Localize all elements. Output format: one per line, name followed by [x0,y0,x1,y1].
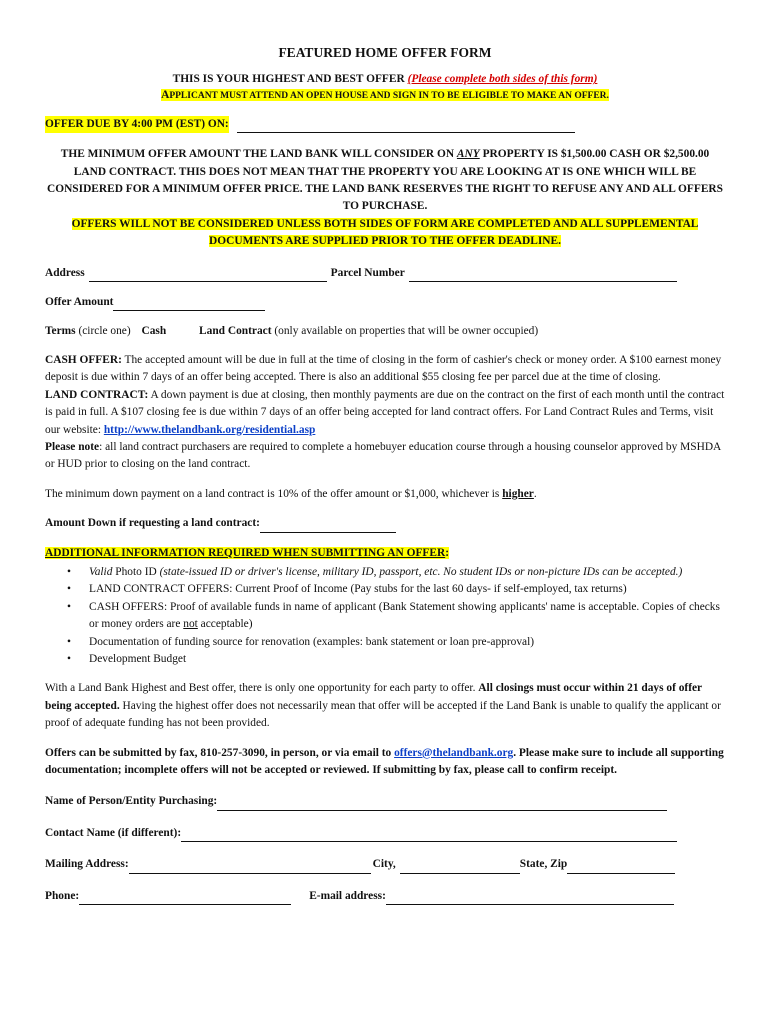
state-zip-field[interactable] [567,861,675,874]
city-label: City, [372,858,396,871]
land-contract-paragraph [45,387,725,439]
supplemental-warning [45,216,725,251]
address-label: Address [45,266,85,279]
valid-word: Valid [89,565,113,578]
email-label: E-mail address: [309,889,386,902]
offers-email-link[interactable]: offers@thelandbank.org [394,746,514,759]
additional-heading-text [45,547,449,559]
phone-field[interactable] [79,892,291,905]
terms-hint: (circle one) [78,325,131,338]
contact-name-field[interactable] [181,829,677,842]
offer-form-page [45,44,725,905]
open-house-requirement [45,87,725,104]
contact-name-row [45,825,725,842]
cash-proof-text-b: acceptable) [197,618,253,631]
purchaser-name-row [45,793,725,810]
offer-due-label: OFFER DUE BY 4:00 PM (EST) ON: [45,116,229,133]
additional-heading-colon: : [445,546,449,559]
list-item: • Development Budget [89,651,725,668]
email-field[interactable] [386,892,674,905]
address-field[interactable] [89,269,327,282]
list-item [89,564,725,581]
mailing-address-label: Mailing Address: [45,858,129,871]
parcel-label: Parcel Number [330,266,405,279]
highest-best-bold: All closings must occur within 21 days of offer being accepted. [45,682,702,712]
offer-due-field[interactable] [237,120,575,133]
contact-name-label: Contact Name (if different): [45,826,182,839]
warning-line-1: OFFERS WILL NOT BE CONSIDERED UNLESS BOTH SIDES OF FORM ARE COMPLETED AND ALL SUPPLEMENTAL [71,217,699,230]
additional-heading-label: ADDITIONAL INFORMATION REQUIRED WHEN SUBMITTING AN OFFER [45,546,446,559]
highest-best-paragraph [45,680,725,732]
land-contract-text: A down payment is due at closing, then monthly payments are due on the contract on the first of each month until the contract is paid in full. A $107 closing fee is due within 7 days of an offer being accepted for land contract offers. For Land Contract Rules and Terms, visit our website: [45,388,725,436]
terms-cash-option[interactable]: Cash [141,325,167,338]
cash-proof-text-a: CASH OFFERS: Proof of available funds in name of applicant (Bank Statement showing applicants' name is acceptable. Copies of checks or money orders are [89,600,720,631]
amount-down-row [45,515,725,532]
terms-row [45,323,725,340]
highest-best-text1: With a Land Bank Highest and Best offer, there is only one opportunity for each party to offer. [45,682,479,695]
form-subtitle [45,71,725,87]
terms-land-note: (only available on properties that will be owner occupied) [274,325,539,338]
terms-land-contract-option[interactable]: Land Contract [199,325,272,338]
minimum-any: ANY [456,148,480,161]
mailing-address-field[interactable] [129,861,371,874]
land-contract-label: LAND CONTRACT: [45,388,149,401]
requirements-list [45,564,725,668]
open-house-text: PPLICANT MUST ATTEND AN OPEN HOUSE AND SIGN IN TO BE ELIGIBLE TO MAKE AN OFFER. [169,91,609,102]
min-down-end: . [533,487,537,500]
list-item: • Documentation of funding source for renovation (examples: bank statement or loan pre-approval) [89,634,725,651]
city-field[interactable] [400,861,520,874]
open-house-first-letter: A [161,89,170,102]
submission-paragraph [45,745,725,780]
additional-info-heading [45,545,725,562]
amount-down-label: Amount Down if requesting a land contract: [45,517,260,530]
purchaser-name-field[interactable] [217,798,667,811]
highest-best-text2: Having the highest offer does not necessarily mean that offer will be accepted if the Land Bank is unable to qualify the applicant or proof of adequate funding has not been provided. [45,699,721,730]
offer-amount-row [45,294,725,311]
please-note-label: Please note [45,440,100,453]
photo-id-text: Photo ID [112,565,160,578]
cash-offer-label: CASH OFFER: [45,353,122,366]
cash-offer-text: The accepted amount will be due in full at the time of closing in the form of cashier's check or money order. A $100 earnest money deposit is due within 7 days of an offer being accepted. There is also an additional $55 closing fee per parcel due at the time of closing. [45,353,722,384]
open-house-highlight [161,89,609,101]
cash-proof-not: not [183,618,198,631]
state-zip-label: State, Zip [519,858,568,871]
please-note-paragraph [45,439,725,474]
list-item: • LAND CONTRACT OFFERS: Current Proof of Income (Pay stubs for the last 60 days- if self-employed, tax returns) [89,581,725,598]
address-row [45,265,725,282]
land-contract-link[interactable]: http://www.thelandbank.org/residential.asp [103,423,316,436]
offer-amount-label: Offer Amount [45,296,114,309]
minimum-part2: PROPERTY IS $1,500.00 CASH OR $2,500.00 LAND CONTRACT. THIS DOES NOT MEAN THAT THE PROPERTY YOU ARE LOOKING AT IS ONE WHICH WILL BE CONSIDERED FOR A MINIMUM OFFER PRICE. THE LAND BANK RESERVES THE RIGHT TO REFUSE ANY AND ALL OFFERS TO PURCHASE. [47,148,723,213]
cash-offer-paragraph [45,352,725,387]
form-title: FEATURED HOME OFFER FORM [278,45,492,60]
submission-text2: . Please make sure to include all supporting documentation; incomplete offers will not be accepted or reviewed. If submitting by fax, please call to confirm receipt. [45,746,724,776]
minimum-offer-notice [45,146,725,216]
list-item [89,599,725,634]
mailing-address-row [45,856,725,873]
minimum-part1: THE MINIMUM OFFER AMOUNT THE LAND BANK WILL CONSIDER ON [60,148,457,161]
phone-email-row [45,888,725,905]
terms-label: Terms [45,325,76,338]
submission-text1: Offers can be submitted by fax, 810-257-3090, in person, or via email to [45,746,395,759]
subtitle-note: (Please complete both sides of this form) [407,73,598,86]
please-note-text: : all land contract purchasers are required to complete a homebuyer education course through a housing counselor approved by MSHDA or HUD prior to closing on the land contract. [45,440,721,471]
photo-id-note: (state-issued ID or driver's license, military ID, passport, etc. No student IDs or non-picture IDs can be accepted.) [159,565,683,578]
offer-amount-field[interactable] [113,298,265,311]
parcel-number-field[interactable] [409,269,677,282]
amount-down-field[interactable] [260,520,396,533]
phone-label: Phone: [45,889,80,902]
warning-line-2: DOCUMENTS ARE SUPPLIED PRIOR TO THE OFFER DEADLINE. [209,235,561,248]
subtitle-main: THIS IS YOUR HIGHEST AND BEST OFFER [172,73,405,86]
min-down-text: The minimum down payment on a land contract is 10% of the offer amount or $1,000, whichever is [45,487,503,500]
min-down-emph: higher [502,487,534,500]
offer-due-row [45,116,725,133]
purchaser-name-label: Name of Person/Entity Purchasing: [45,795,218,808]
minimum-down-payment [45,486,725,503]
